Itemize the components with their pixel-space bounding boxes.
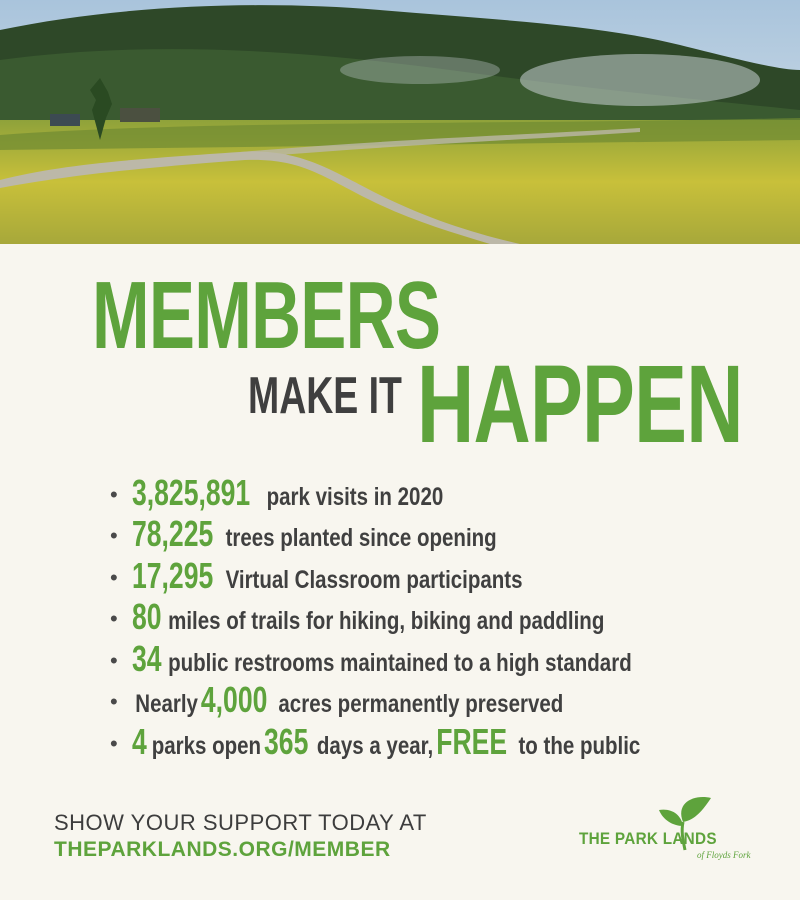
stat-text-days: days a year, bbox=[316, 731, 434, 760]
stat-number: 78,225 bbox=[132, 513, 214, 555]
bullet-icon: • bbox=[110, 606, 118, 632]
headline-members: MEMBERS bbox=[92, 262, 441, 369]
stat-text: miles of trails for hiking, biking and paddling bbox=[168, 607, 605, 636]
stat-number: 4 bbox=[132, 720, 147, 762]
logo-name: THE PARK LANDS bbox=[579, 829, 717, 848]
stat-number: 4,000 bbox=[201, 679, 268, 721]
stat-text: parks open bbox=[151, 731, 262, 760]
logo-subtitle: of Floyds Fork bbox=[697, 850, 751, 860]
bullet-icon: • bbox=[110, 481, 118, 507]
stat-text: trees planted since opening bbox=[225, 524, 497, 553]
stat-number: 3,825,891 bbox=[132, 471, 251, 513]
stat-text: park visits in 2020 bbox=[266, 482, 444, 511]
stat-text: acres permanently preserved bbox=[278, 690, 564, 719]
stat-number: 17,295 bbox=[132, 554, 214, 596]
stat-item bbox=[110, 596, 790, 641]
stat-item bbox=[110, 679, 790, 724]
stat-text: Virtual Classroom participants bbox=[225, 565, 523, 594]
stat-item bbox=[110, 554, 790, 599]
bullet-icon: • bbox=[110, 730, 118, 756]
headline-happen: HAPPEN bbox=[417, 343, 743, 466]
bullet-icon: • bbox=[110, 523, 118, 549]
stat-item bbox=[110, 513, 790, 558]
cta-text: SHOW YOUR SUPPORT TODAY AT bbox=[54, 810, 427, 835]
stat-text-public: to the public bbox=[518, 731, 641, 760]
headline-make-it: MAKE IT bbox=[248, 367, 402, 425]
call-to-action bbox=[54, 810, 427, 864]
stat-item bbox=[110, 637, 790, 682]
bullet-icon: • bbox=[110, 647, 118, 673]
stat-free: FREE bbox=[436, 720, 508, 762]
stat-item bbox=[110, 720, 790, 765]
member-link[interactable]: THEPARKLANDS.ORG/MEMBER bbox=[54, 838, 391, 861]
bullet-icon: • bbox=[110, 564, 118, 590]
bullet-icon: • bbox=[110, 689, 118, 715]
stat-text: public restrooms maintained to a high standard bbox=[168, 648, 632, 677]
stat-prefix: Nearly bbox=[135, 690, 198, 719]
parklands-logo bbox=[575, 792, 755, 872]
stat-number-days: 365 bbox=[264, 720, 309, 762]
stat-number: 34 bbox=[132, 637, 162, 679]
stat-number: 80 bbox=[132, 596, 162, 638]
stats-list bbox=[110, 471, 790, 765]
stat-item bbox=[110, 471, 790, 516]
